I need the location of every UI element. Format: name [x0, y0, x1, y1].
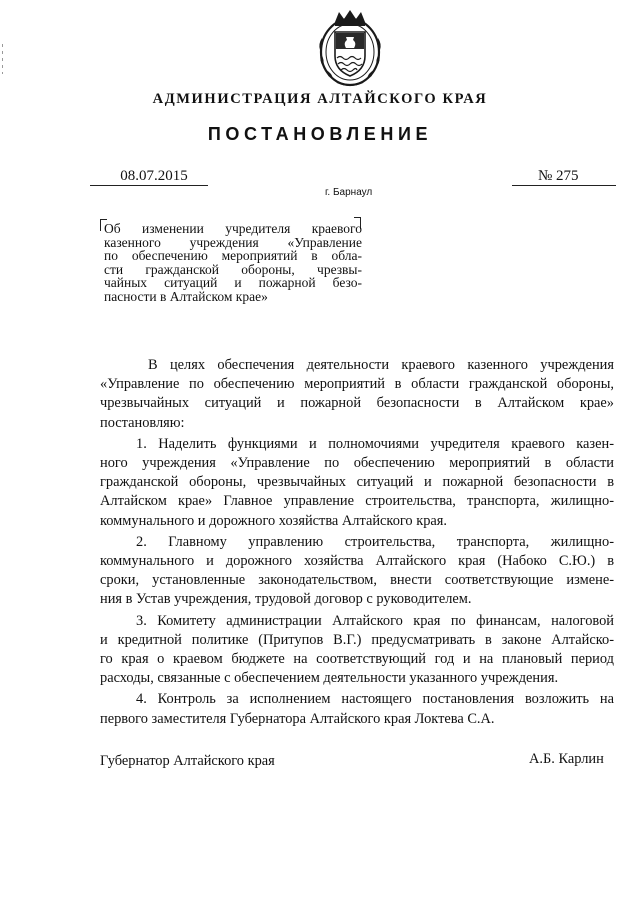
- body-line: гражданской обороны, чрезвычайных ситуаций и пожарной безопасности в: [100, 474, 614, 491]
- intro-paragraph: [100, 356, 614, 433]
- item-1-paragraph: [100, 435, 614, 531]
- item-4-paragraph: [100, 690, 614, 728]
- body-line: первого заместителя Губернатора Алтайского края Локтева С.А.: [100, 710, 495, 727]
- body-line: 1. Наделить функциями и полномочиями учредителя краевого казен-: [136, 435, 614, 452]
- body-line: ния в Устав учреждения, трудовой договор с руководителем.: [100, 591, 472, 608]
- subject-line: сти гражданской обороны, чрезвы-: [104, 261, 362, 277]
- body-line: и кредитной политике (Притупов В.Г.) предусматривать в законе Алтайско-: [100, 631, 614, 648]
- subject-line: казенного учреждения «Управление: [104, 234, 362, 250]
- body-line: чрезвычайных ситуаций и пожарной безопасности в Алтайском крае»: [100, 395, 614, 412]
- subject-line: пасности в Алтайском крае»: [104, 288, 268, 304]
- subject-line: Об изменении учредителя краевого: [104, 221, 362, 236]
- body-line: 3. Комитету администрации Алтайского края по финансам, налоговой: [136, 612, 614, 629]
- body-line: коммунального и дорожного хозяйства Алтайского края (Набоко С.Ю.) в: [100, 553, 614, 570]
- signatory-name: А.Б. Карлин: [529, 751, 604, 767]
- body-line: сроки, установленные законодательством, внести соответствующие измене-: [100, 572, 614, 589]
- body-line: го края о краевом бюджете на соответствующий год и на плановый период: [100, 651, 614, 668]
- document-subject: [104, 222, 362, 303]
- signatory-position: Губернатор Алтайского края: [100, 753, 275, 769]
- scan-margin-marks: [2, 44, 3, 74]
- body-line: расходы, связанные с обеспечением деятельности указанного учреждения.: [100, 670, 559, 687]
- document-city: г. Барнаул: [325, 187, 373, 198]
- subject-line: по обеспечению мероприятий в обла-: [104, 248, 362, 263]
- body-line: ного учреждения «Управление по обеспечению мероприятий в области: [100, 455, 614, 472]
- body-line: 2. Главному управлению строительства, транспорта, жилищно-: [136, 533, 614, 550]
- body-line: постановляю:: [100, 414, 185, 431]
- subject-line: чайных ситуаций и пожарной безо-: [104, 275, 362, 290]
- document-body: [100, 356, 614, 729]
- body-line: Алтайском крае» Главное управление строительства, транспорта, жилищно-: [100, 493, 614, 510]
- administration-title: АДМИНИСТРАЦИЯ АЛТАЙСКОГО КРАЯ: [152, 91, 488, 107]
- item-3-paragraph: [100, 612, 614, 689]
- document-type-title: ПОСТАНОВЛЕНИЕ: [207, 124, 433, 144]
- body-line: «Управление по обеспечению мероприятий в области гражданской обороны,: [100, 376, 614, 393]
- body-line: 4. Контроль за исполнением настоящего постановления возложить на: [136, 691, 614, 708]
- document-date: 08.07.2015: [90, 168, 208, 186]
- body-line: коммунального и дорожного хозяйства Алтайского края.: [100, 512, 448, 529]
- coat-of-arms-icon: [313, 8, 387, 90]
- body-line: В целях обеспечения деятельности краевого казенного учреждения: [148, 357, 614, 373]
- item-2-paragraph: [100, 533, 614, 610]
- document-number: № 275: [512, 168, 616, 186]
